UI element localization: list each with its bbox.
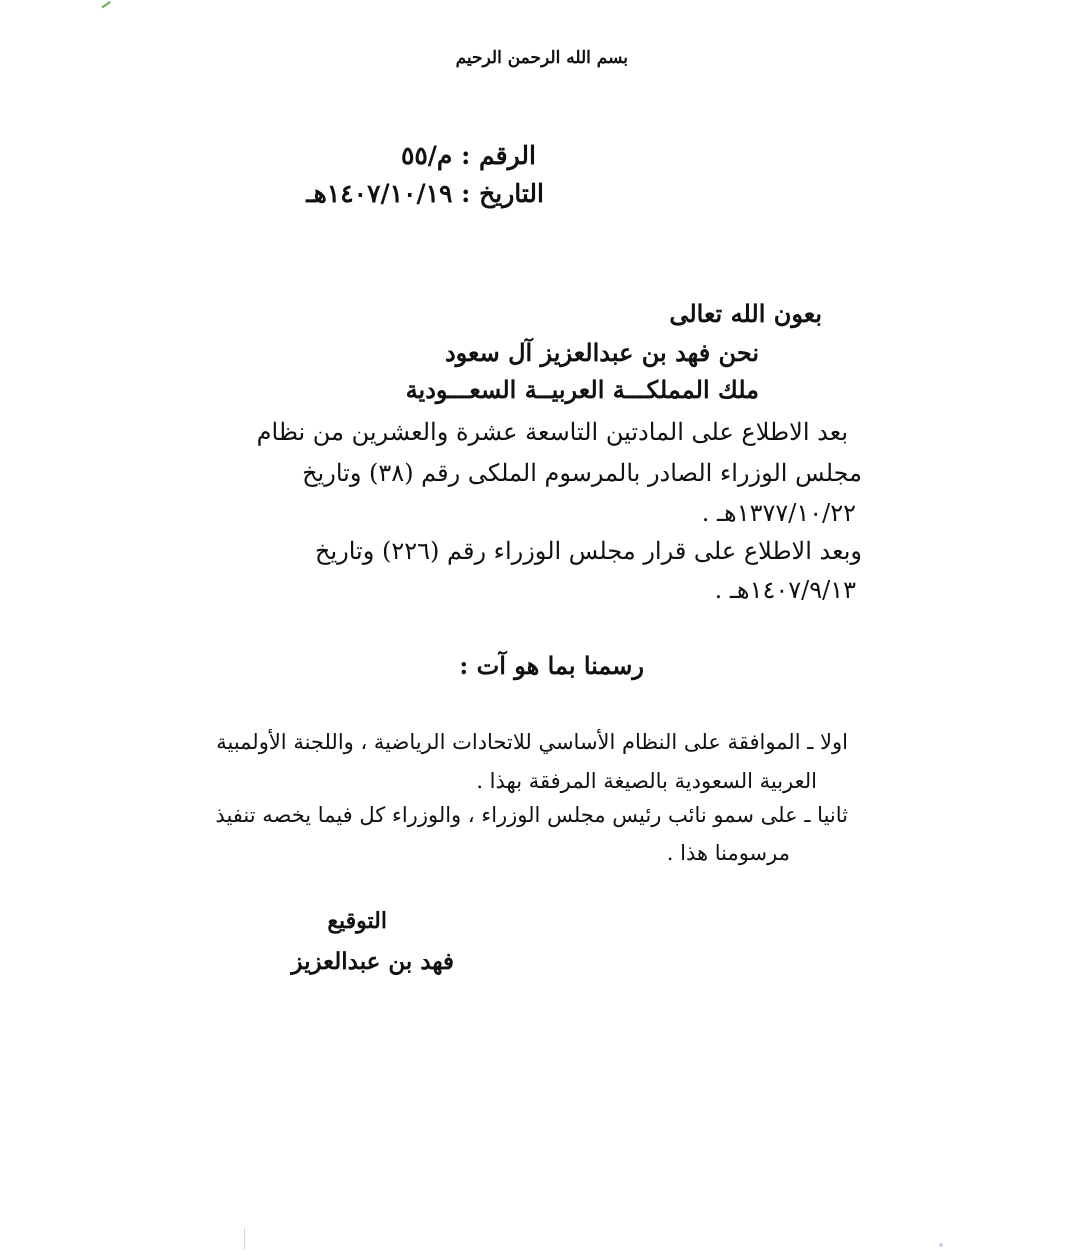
decree-item: العربية السعودية بالصيغة المرفقة بهذا . <box>476 769 817 793</box>
corner-mark <box>99 0 111 8</box>
scan-edge-line <box>244 1228 245 1250</box>
reference-date: التاريخ : ١٤٠٧/١٠/١٩هـ <box>306 179 544 208</box>
decree-item: ثانيا ـ على سمو نائب رئيس مجلس الوزراء ، والوزراء كل فيما يخصه تنفيذ <box>215 803 848 827</box>
king-title: ملك المملكـــة العربيــة السعـــودية <box>405 375 759 404</box>
body-line: مجلس الوزراء الصادر بالمرسوم الملكى رقم (٣٨) وتاريخ <box>302 459 862 487</box>
king-name: نحن فهد بن عبدالعزيز آل سعود <box>444 338 759 367</box>
body-line: وبعد الاطلاع على قرار مجلس الوزراء رقم (٢٢٦) وتاريخ <box>314 537 862 565</box>
scan-dot <box>939 1243 943 1247</box>
body-line: ١٣٧٧/١٠/٢٢هـ . <box>701 499 856 527</box>
body-line: بعد الاطلاع على المادتين التاسعة عشرة والعشرين من نظام <box>256 418 848 446</box>
signature-label: التوقيع <box>327 908 387 934</box>
decree-item: اولا ـ الموافقة على النظام الأساسي للاتحادات الرياضية ، واللجنة الأولمبية <box>216 730 848 754</box>
reference-number: الرقم : م/٥٥ <box>400 141 536 170</box>
body-line: ١٤٠٧/٩/١٣هـ . <box>714 576 856 604</box>
basmala: بسم الله الرحمن الرحيم <box>455 48 628 68</box>
decree-item: مرسومنا هذا . <box>666 841 790 865</box>
decree-heading: رسمنا بما هو آت : <box>459 651 644 680</box>
signature-name: فهد بن عبدالعزيز <box>291 948 454 975</box>
invocation: بعون الله تعالى <box>669 299 822 328</box>
